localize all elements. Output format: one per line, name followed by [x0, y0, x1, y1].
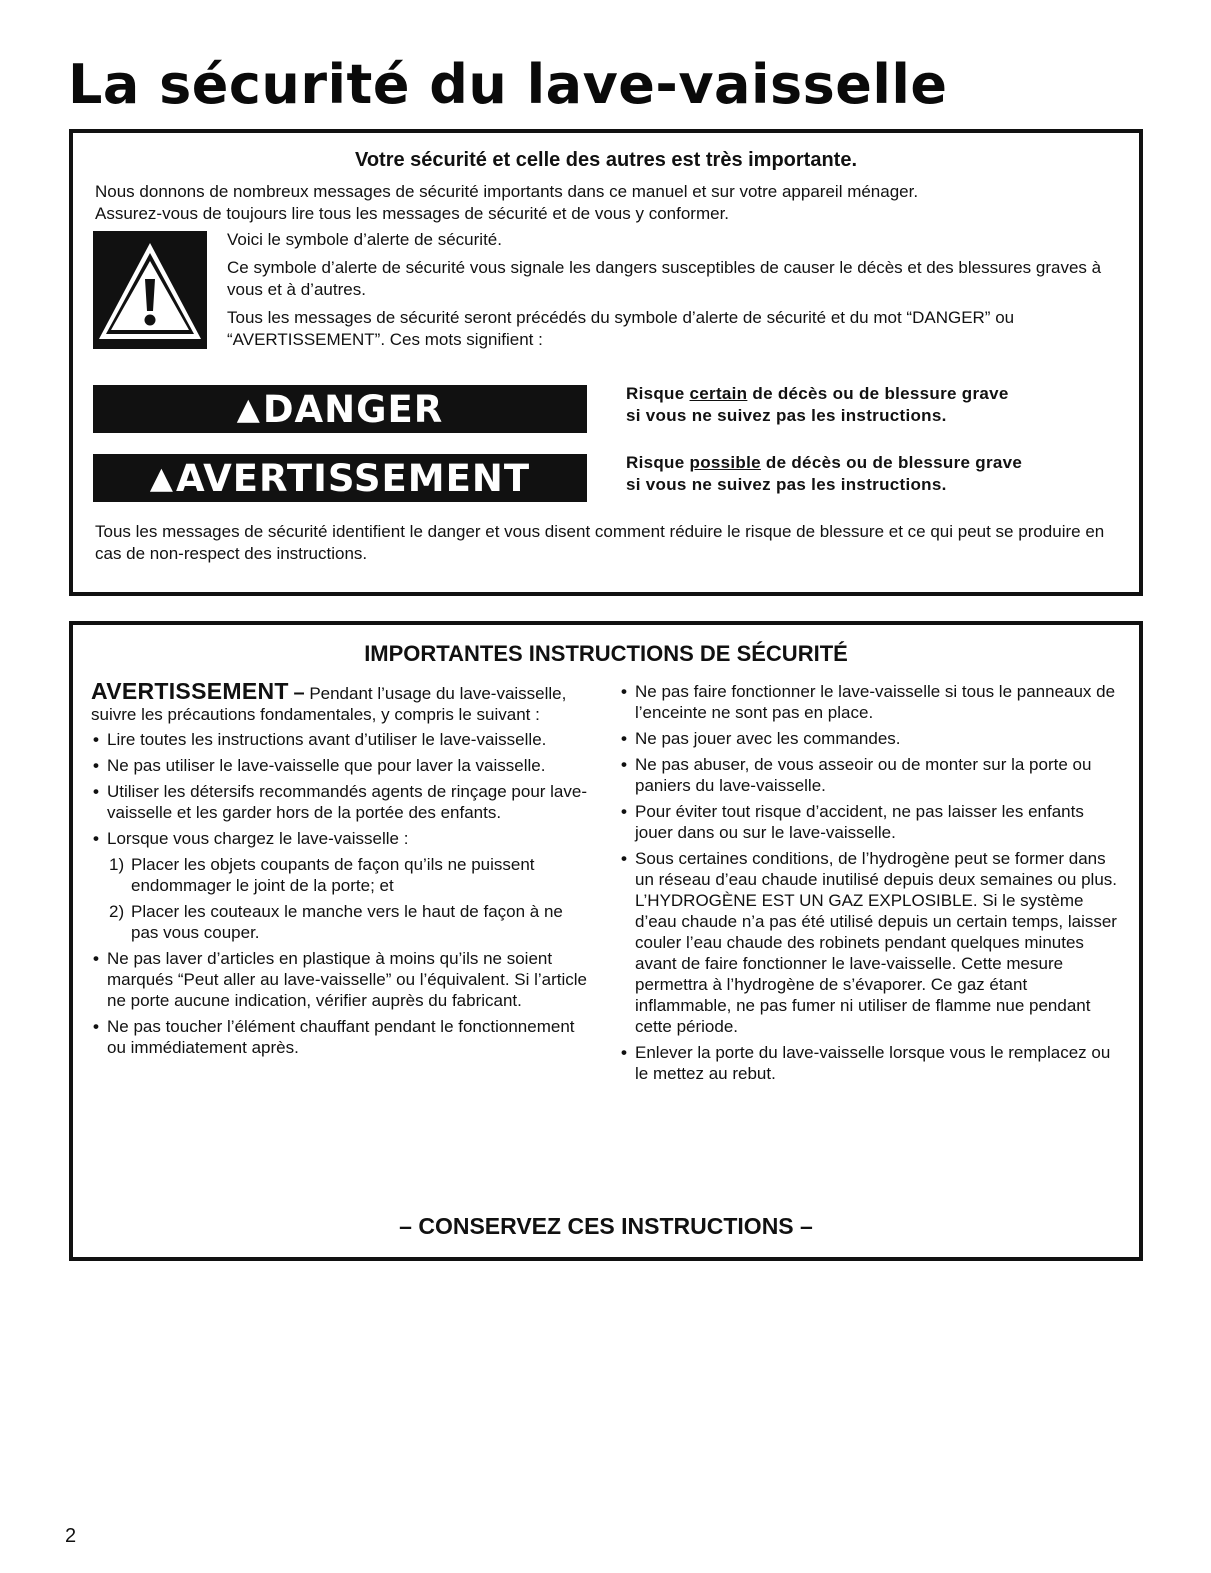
list-item — [91, 948, 591, 1011]
safety-message-box — [69, 129, 1143, 596]
warning-lead-text: Pendant l’usage du lave-vaisselle, suivre les précautions fondamentales, y compris le suivant : — [91, 684, 567, 724]
bullet-glyph: • — [93, 949, 99, 968]
list-item-text: Ne pas toucher l’élément chauffant pendant le fonctionnement ou immédiatement après. — [107, 1017, 575, 1057]
warning-desc-line2: si vous ne suivez pas les instructions. — [626, 475, 947, 494]
bullet-glyph: • — [93, 829, 99, 848]
list-item — [91, 1016, 591, 1058]
safety-box-footer-text: Tous les messages de sécurité identifient le danger et vous disent comment réduire le risque de blessure et ce qui peut se produire en cas de non-respect des instructions. — [95, 522, 1105, 563]
danger-label: DANGER — [262, 387, 444, 431]
important-instructions-box — [69, 621, 1143, 1261]
warning-lead — [91, 678, 591, 725]
instructions-right-column — [619, 681, 1119, 1089]
item-number: 1) — [109, 855, 125, 874]
danger-desc-pre: Risque — [626, 384, 690, 403]
bullet-glyph: • — [621, 802, 627, 821]
list-item-text: Ne pas utiliser le lave-vaisselle que pour laver la vaisselle. — [107, 756, 546, 775]
bullet-glyph: • — [93, 1017, 99, 1036]
warning-desc-post: de décès ou de blessure grave — [760, 453, 1023, 472]
list-item — [619, 728, 1119, 749]
bullet-glyph: • — [621, 682, 627, 701]
warning-label: AVERTISSEMENT — [176, 456, 531, 500]
list-item-text: Ne pas abuser, de vous asseoir ou de monter sur la porte ou paniers du lave-vaisselle. — [635, 755, 1092, 795]
list-item — [91, 729, 591, 750]
warning-desc-pre: Risque — [626, 453, 690, 472]
danger-description — [626, 383, 1106, 427]
list-item — [619, 801, 1119, 843]
list-item — [619, 681, 1119, 723]
bullet-glyph: • — [621, 729, 627, 748]
list-item — [91, 828, 591, 849]
bullet-glyph: • — [93, 730, 99, 749]
safety-box-footer — [95, 521, 1117, 565]
bullet-glyph: • — [621, 1043, 627, 1062]
warning-word: AVERTISSEMENT — [91, 678, 289, 704]
danger-desc-post: de décès ou de blessure grave — [747, 384, 1009, 403]
page-title: La sécurité du lave-vaisselle — [68, 53, 948, 116]
danger-desc-line2: si vous ne suivez pas les instructions. — [626, 406, 947, 425]
page-number: 2 — [65, 1525, 77, 1547]
list-item — [619, 1042, 1119, 1084]
list-item-text: Lorsque vous chargez le lave-vaisselle : — [107, 829, 409, 848]
intro-line: Assurez-vous de toujours lire tous les messages de sécurité et de vous y conformer. — [95, 204, 730, 223]
warning-dash: – — [293, 682, 305, 704]
list-item-text: Ne pas laver d’articles en plastique à moins qu’ils ne soient marqués “Peut aller au lave-vaisselle” ou l’équivalent. Si l’article ne porte aucune indication, vérifier auprès du fabricant. — [107, 949, 588, 1010]
numbered-item-text: Placer les objets coupants de façon qu’ils ne puissent endommager le joint de la porte; et — [131, 855, 535, 895]
instructions-heading: IMPORTANTES INSTRUCTIONS DE SÉCURITÉ — [364, 641, 848, 666]
list-item-text: Ne pas jouer avec les commandes. — [635, 729, 901, 748]
numbered-item — [91, 854, 591, 896]
safety-box-heading: Votre sécurité et celle des autres est très importante. — [354, 149, 858, 171]
symbol-text-line: Ce symbole d’alerte de sécurité vous signale les dangers susceptibles de causer le décès et des blessures graves à vous et à d’autres. — [227, 258, 1102, 299]
symbol-text-line: Tous les messages de sécurité seront précédés du symbole d’alerte de sécurité et du mot “DANGER” ou “AVERTISSEMENT”. Ces mots signifient : — [227, 308, 1015, 349]
warning-signal-banner — [93, 454, 587, 502]
list-item-text: Lire toutes les instructions avant d’utiliser le lave-vaisselle. — [107, 730, 547, 749]
symbol-text-line: Voici le symbole d’alerte de sécurité. — [227, 230, 502, 249]
item-number: 2) — [109, 902, 125, 921]
list-item-text: Ne pas faire fonctionner le lave-vaisselle si tous le panneaux de l’enceinte ne sont pas en place. — [635, 682, 1116, 722]
list-item-text: Utiliser les détersifs recommandés agents de rinçage pour lave-vaisselle et les garder hors de la portée des enfants. — [107, 782, 588, 822]
list-item-text: Sous certaines conditions, de l’hydrogène peut se former dans un réseau d’eau chaude inutilisé depuis deux semaines ou plus. L’HYDROGÈNE EST UN GAZ EXPLOSIBLE. Si le système d’eau chaude n’a pas été utilisé depuis un certain temps, laisser couler l’eau chaude des robinets pendant quelques minutes avant de faire fonctionner le lave-vaisselle. Cette mesure permettra à l’hydrogène de s’évaporer. Ce gaz étant inflammable, ne pas fumer ni utiliser de flamme nue pendant cette période. — [635, 849, 1117, 1036]
bullet-glyph: • — [93, 782, 99, 801]
alert-symbol-explanation — [227, 229, 1109, 357]
warning-triangle-icon: ▲ — [149, 460, 174, 496]
warning-triangle-icon: ▲ — [236, 391, 261, 427]
warning-desc-key: possible — [689, 453, 761, 472]
numbered-item — [91, 901, 591, 943]
danger-desc-key: certain — [689, 384, 748, 403]
list-item — [91, 755, 591, 776]
list-item-text: Enlever la porte du lave-vaisselle lorsque vous le remplacez ou le mettez au rebut. — [635, 1043, 1111, 1083]
list-item — [619, 848, 1119, 1037]
safety-alert-icon — [93, 231, 207, 349]
bullet-glyph: • — [621, 849, 627, 868]
instructions-left-column — [91, 678, 591, 1063]
bullet-glyph: • — [93, 756, 99, 775]
warning-description — [626, 452, 1106, 496]
safety-box-intro — [95, 181, 1119, 225]
list-item — [91, 781, 591, 823]
list-item-text: Pour éviter tout risque d’accident, ne pas laisser les enfants jouer dans ou sur le lave-vaisselle. — [635, 802, 1084, 842]
numbered-item-text: Placer les couteaux le manche vers le haut de façon à ne pas vous couper. — [131, 902, 563, 942]
list-item — [619, 754, 1119, 796]
bullet-glyph: • — [621, 755, 627, 774]
intro-line: Nous donnons de nombreux messages de sécurité importants dans ce manuel et sur votre appareil ménager. — [95, 182, 919, 201]
danger-signal-banner — [93, 385, 587, 433]
save-instructions-footer: – CONSERVEZ CES INSTRUCTIONS – — [399, 1213, 813, 1239]
